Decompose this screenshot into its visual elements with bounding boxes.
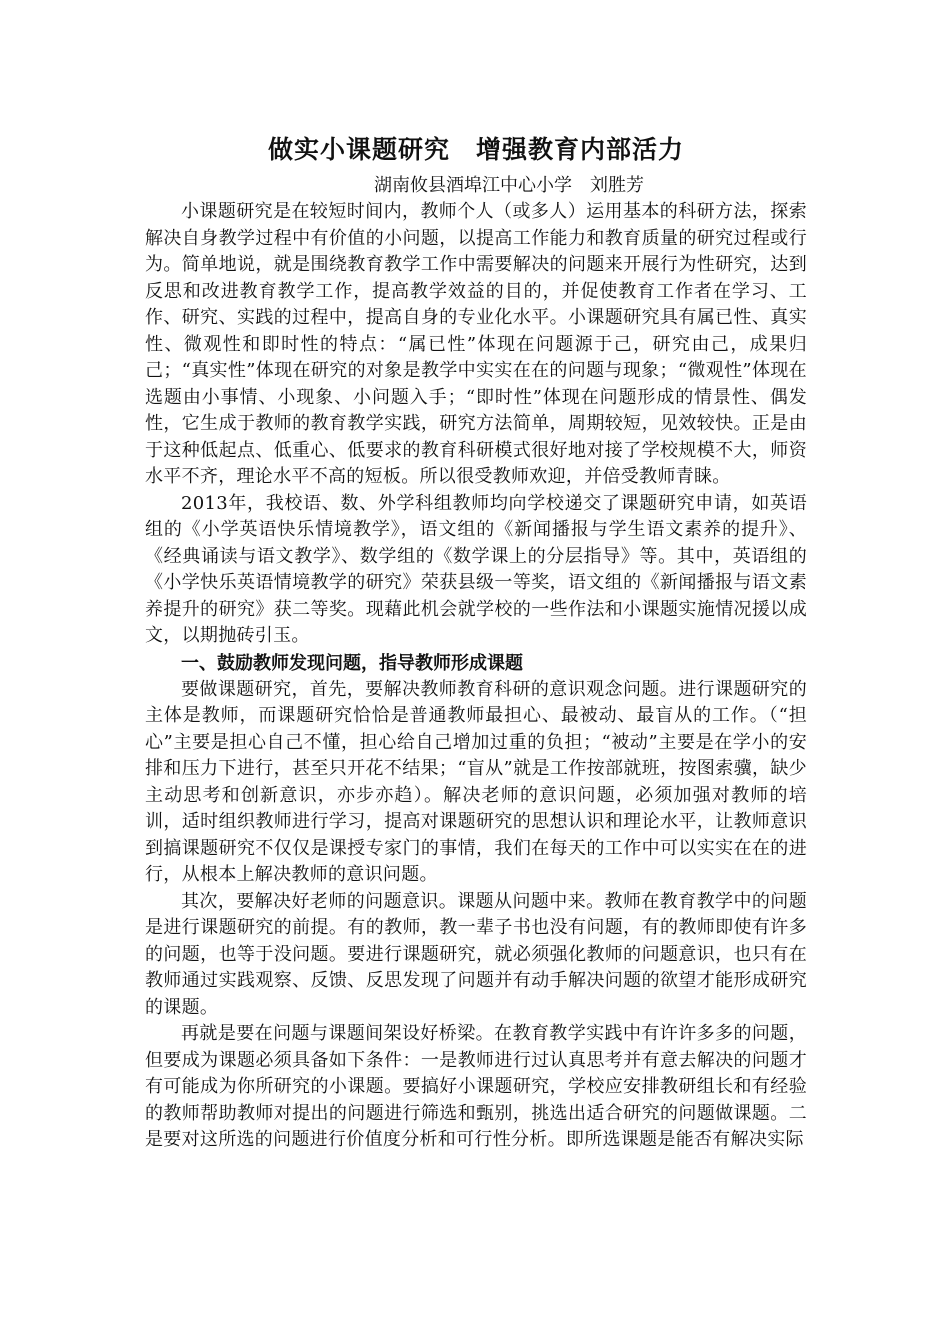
document-title: 做实小课题研究 增强教育内部活力 xyxy=(267,135,684,164)
intro-paragraph-1: 小课题研究是在较短时间内，教师个人（或多人）运用基本的科研方法，探索解决自身教学过程中有价值的小问题，以提高工作能力和教育质量的研究过程或行为。简单地说，就是围绕教育教学工作中需要解决的问题来开展行为性研究，达到反思和改进教育教学工作，提高教学效益的目的，并促使教育工作者在学习、工作、研究、实践的过程中，提高自身的专业化水平。小课题研究具有属已性、真实性、微观性和即时性的特点：“属已性”体现在问题源于己，研究由己，成果归己；“真实性”体现在研究的对象是教学中实实在在的问题与现象；“微观性”体现在选题由小事情、小现象、小问题入手；“即时性”体现在问题形成的情景性、偶发性，它生成于教师的教育教学实践，研究方法简单，周期较短，见效较快。正是由于这种低起点、低重心、低要求的教育科研模式很好地对接了学校规模不大，师资水平不齐，理论水平不高的短板。所以很受教师欢迎，并倍受教师青睐。 xyxy=(145,201,807,487)
document-page xyxy=(145,128,807,1154)
section1-paragraph-3: 再就是要在问题与课题间架设好桥梁。在教育教学实践中有许许多多的问题，但要成为课题必须具备如下条件：一是教师进行过认真思考并有意去解决的问题才有可能成为你所研究的小课题。要搞好小课题研究，学校应安排教研组长和有经验的教师帮助教师对提出的问题进行筛选和甄别，挑选出适合研究的问题做课题。二是要对这所选的问题进行价值度分析和可行性分析。即所选课题是能否有解决实际 xyxy=(145,1023,807,1150)
section1-paragraph-1: 要做课题研究，首先，要解决教师教育科研的意识观念问题。进行课题研究的主体是教师，而课题研究恰恰是普通教师最担心、最被动、最盲从的工作。（“担心”主要是担心自己不懂，担心给自己增加过重的负担；“被动”主要是在学小的安排和压力下进行，甚至只开花不结果；“盲从”就是工作按部就班，按图索骥，缺少主动思考和创新意识，亦步亦趋）。解决老师的意识问题，必须加强对教师的培训，适时组织教师进行学习，提高对课题研究的思想认识和理论水平，让教师意识到搞课题研究不仅仅是课授专家门的事情，我们在每天的工作中可以实实在在的进行，从根本上解决教师的意识问题。 xyxy=(145,678,807,885)
author-line: 湖南攸县酒埠江中心小学 刘胜芳 xyxy=(374,175,644,196)
section1-paragraph-2: 其次，要解决好老师的问题意识。课题从问题中来。教师在教育教学中的问题是进行课题研究的前提。有的教师，教一辈子书也没有问题，有的教师即使有许多的问题，也等于没问题。要进行课题研究，就必须强化教师的问题意识，也只有在教师通过实践观察、反馈、反思发现了问题并有动手解决问题的欲望才能形成研究的课题。 xyxy=(145,890,807,1018)
intro-paragraph-2: 2013年，我校语、数、外学科组教师均向学校递交了课题研究申请，如英语组的《小学英语快乐情境教学》，语文组的《新闻播报与学生语文素养的提升》、《经典诵读与语文教学》、数学组的《数学课上的分层指导》等。其中，英语组的《小学快乐英语情境教学的研究》荣获县级一等奖，语文组的《新闻播报与语文素养提升的研究》获二等奖。现藉此机会就学校的一些作法和小课题实施情况援以成文，以期抛砖引玉。 xyxy=(145,492,807,646)
section-heading-1: 一、鼓励教师发现问题，指导教师形成课题 xyxy=(181,652,523,674)
